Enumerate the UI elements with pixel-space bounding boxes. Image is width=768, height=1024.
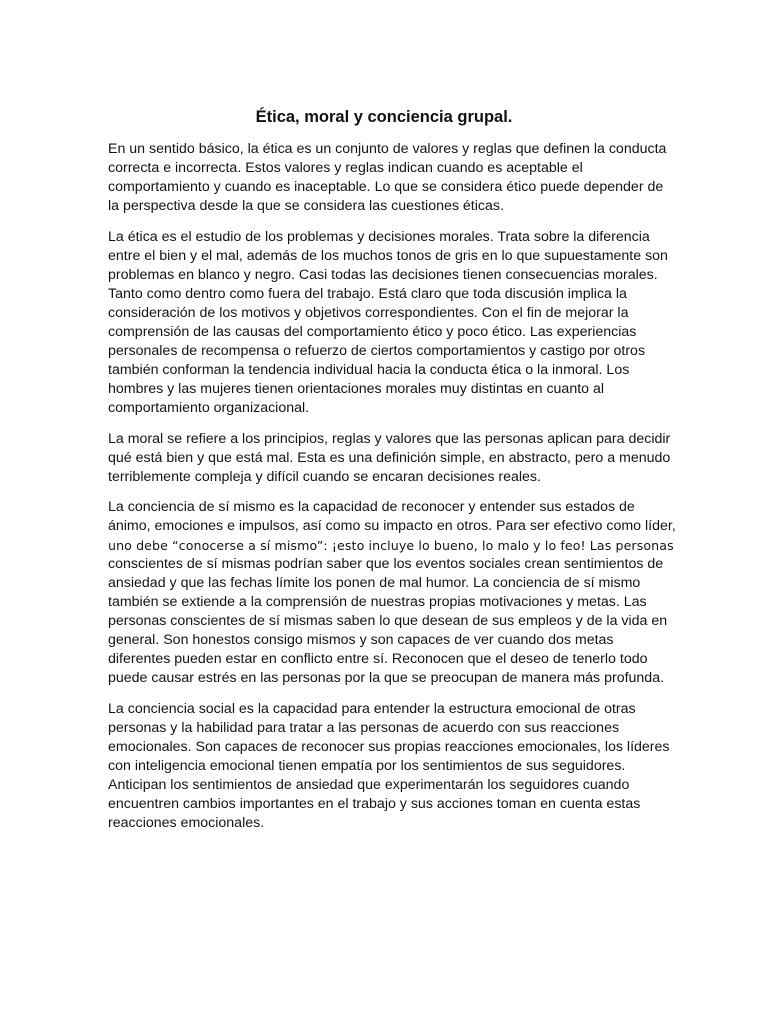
text-line: correcta e incorrecta. Estos valores y reglas indican cuando es aceptable el xyxy=(108,160,583,176)
paragraph-social-awareness xyxy=(108,700,668,833)
text-line: problemas en blanco y negro. Casi todas las decisiones tienen consecuencias morales. xyxy=(108,267,658,283)
text-line: comportamiento organizacional. xyxy=(108,400,310,416)
text-line: personas y la habilidad para tratar a las personas de acuerdo con sus reacciones xyxy=(108,720,620,736)
text-line: encuentren cambios importantes en el trabajo y sus acciones toman en cuenta estas xyxy=(108,796,641,812)
text-line: comportamiento y cuando es inaceptable. Lo que se considera ético puede depender de xyxy=(108,179,664,195)
text-line: consideración de los motivos y objetivos correspondientes. Con el fin de mejorar la xyxy=(108,305,629,321)
text-line: personas conscientes de sí mismas saben lo que desean de sus empleos y de la vida en xyxy=(108,613,668,629)
text-line: comprensión de las causas del comportamiento ético y poco ético. Las experiencias xyxy=(108,324,637,340)
text-line: también se extiende a la comprensión de nuestras propias motivaciones y metas. Las xyxy=(108,594,647,610)
paragraph-moral xyxy=(108,430,671,487)
text-line: uno debe “conocerse a sí mismo”: ¡esto incluye lo bueno, lo malo y lo feo! Las personas xyxy=(108,538,674,553)
text-line: diferentes pueden estar en conflicto entre sí. Reconocen que el deseo de tenerlo todo xyxy=(108,651,648,667)
document-title: Ética, moral y conciencia grupal. xyxy=(255,108,513,126)
text-line: emocionales. Son capaces de reconocer sus propias reacciones emocionales, los líderes xyxy=(108,739,670,755)
text-line: entre el bien y el mal, además de los muchos tonos de gris en lo que supuestamente son xyxy=(108,248,668,264)
text-line: general. Son honestos consigo mismos y son capaces de ver cuando dos metas xyxy=(108,632,614,648)
text-line: ansiedad y que las fechas límite los ponen de mal humor. La conciencia de sí mismo xyxy=(108,575,641,591)
text-line: La moral se refiere a los principios, reglas y valores que las personas aplican para decidir xyxy=(108,431,671,447)
text-line: también conforman la tendencia individual hacia la conducta ética o la inmoral. Los xyxy=(108,362,630,378)
text-line: En un sentido básico, la ética es un conjunto de valores y reglas que definen la conducta xyxy=(108,141,667,157)
paragraph-ethics-definition xyxy=(108,140,668,216)
paragraph-ethics-study xyxy=(108,228,668,418)
text-line: conscientes de sí mismas podrían saber que los eventos sociales crean sentimientos de xyxy=(108,556,664,572)
text-line: terriblemente compleja y difícil cuando se encaran decisiones reales. xyxy=(108,469,541,485)
text-line: puede causar estrés en las personas por la que se preocupan de manera más profunda. xyxy=(108,670,665,686)
text-line: Anticipan los sentimientos de ansiedad que experimentarán los seguidores cuando xyxy=(108,777,630,793)
text-line: qué está bien y que está mal. Esta es una definición simple, en abstracto, pero a menudo xyxy=(108,450,671,466)
text-line: La conciencia social es la capacidad para entender la estructura emocional de otras xyxy=(108,701,636,717)
text-line: hombres y las mujeres tienen orientaciones morales muy distintas en cuanto al xyxy=(108,381,605,397)
paragraph-self-awareness xyxy=(108,498,676,688)
text-line: La conciencia de sí mismo es la capacidad de reconocer y entender sus estados de xyxy=(108,499,635,515)
text-line: La ética es el estudio de los problemas y decisiones morales. Trata sobre la diferencia xyxy=(108,229,650,245)
text-line: ánimo, emociones e impulsos, así como su impacto en otros. Para ser efectivo como líder, xyxy=(108,518,676,534)
text-line: Tanto como dentro como fuera del trabajo. Está claro que toda discusión implica la xyxy=(108,286,627,302)
text-line: reacciones emocionales. xyxy=(108,815,265,831)
text-line: con inteligencia emocional tienen empatía por los sentimientos de sus seguidores. xyxy=(108,758,626,774)
text-line: la perspectiva desde la que se considera las cuestiones éticas. xyxy=(108,198,504,214)
text-line: personales de recompensa o refuerzo de ciertos comportamientos y castigo por otros xyxy=(108,343,646,359)
